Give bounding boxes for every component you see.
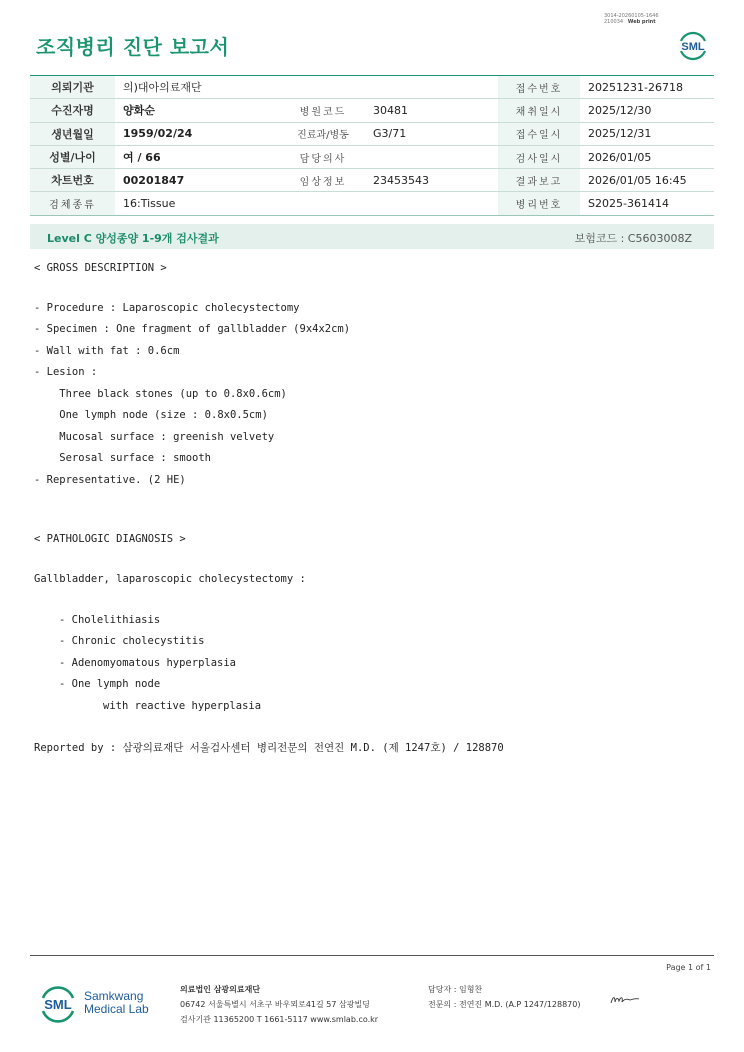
gross-line: Serosal surface : smooth <box>34 452 212 464</box>
diagnosis-subitem: with reactive hyperplasia <box>103 700 262 712</box>
cell-label: 수진자명 <box>30 99 115 122</box>
sml-footer-logo-icon <box>37 983 79 1025</box>
staff-line1: 담당자 : 임형찬 <box>428 985 483 994</box>
cell-label: 검체종류 <box>30 192 115 215</box>
gross-line: One lymph node (size : 0.8x0.5cm) <box>34 409 268 421</box>
test-level-bar <box>30 224 714 249</box>
cell-label: 진료과/병동 <box>281 122 365 145</box>
gross-line: Three black stones (up to 0.8x0.6cm) <box>34 388 287 400</box>
cell-value: 2026/01/05 <box>580 145 714 168</box>
diagnosis-item: - Cholelithiasis <box>59 614 161 626</box>
signature-icon <box>609 993 641 1007</box>
staff-line2: 전문의 : 전연진 M.D. (A.P 1247/128870) <box>428 1000 581 1009</box>
print-mode: Web print <box>627 19 656 25</box>
cell-value: 16:Tissue <box>115 192 498 215</box>
insurance-code: 보험코드 : C5603008Z <box>574 232 692 245</box>
cell-value: G3/71 <box>365 122 498 145</box>
cell-value: 20251231-26718 <box>580 76 714 99</box>
diagnosis-heading: < PATHOLOGIC DIAGNOSIS > <box>34 533 186 545</box>
footer-brand <box>84 990 149 1016</box>
cell-label: 병리번호 <box>498 192 580 215</box>
table-row <box>30 192 714 215</box>
cell-label: 차트번호 <box>30 169 115 192</box>
cell-value: 00201847 <box>115 169 281 192</box>
gross-line: - Specimen : One fragment of gallbladder (9x4x2cm) <box>34 323 351 335</box>
table-row <box>30 122 714 145</box>
gross-line: - Wall with fat : 0.6cm <box>34 345 180 357</box>
print-code <box>604 13 659 25</box>
cell-label: 결과보고 <box>498 169 580 192</box>
cell-label: 의뢰기관 <box>30 76 115 99</box>
cell-label: 담당의사 <box>281 145 365 168</box>
gross-line: - Lesion : <box>34 366 98 378</box>
table-row <box>30 169 714 192</box>
print-code-line2: 210034 <box>604 19 624 25</box>
cell-value: S2025-361414 <box>580 192 714 215</box>
footer-divider <box>30 955 714 956</box>
test-level-title: Level C 양성종양 1-9개 검사결과 <box>47 232 219 245</box>
org-name: 의료법인 삼광의료재단 <box>180 985 261 994</box>
cell-label: 임상정보 <box>281 169 365 192</box>
cell-value: 30481 <box>365 99 498 122</box>
print-code-line1: 3014-20260105-1646 <box>604 13 659 19</box>
reported-by: Reported by : 삼광의료재단 서울검사센터 병리전문의 전연진 M.D. (제 1247호) / 128870 <box>34 742 504 754</box>
brand-line2: Medical Lab <box>84 1002 149 1016</box>
cell-value: 의)대아의료재단 <box>115 76 498 99</box>
gross-line: - Representative. (2 HE) <box>34 474 186 486</box>
cell-value: 23453543 <box>365 169 498 192</box>
footer-staff-info <box>428 982 580 1012</box>
diagnosis-item: - Chronic cholecystitis <box>59 635 205 647</box>
gross-line: - Procedure : Laparoscopic cholecystectomy <box>34 302 300 314</box>
cell-label: 검사일시 <box>498 145 580 168</box>
cell-value: 여 / 66 <box>115 145 281 168</box>
table-row <box>30 76 714 99</box>
table-row <box>30 99 714 122</box>
patient-info-table <box>30 75 714 216</box>
cell-value: 2026/01/05 16:45 <box>580 169 714 192</box>
cell-label: 접수일시 <box>498 122 580 145</box>
diagnosis-item: - Adenomyomatous hyperplasia <box>59 657 237 669</box>
diagnosis-intro: Gallbladder, laparoscopic cholecystectomy : <box>34 573 306 585</box>
cell-label: 접수번호 <box>498 76 580 99</box>
cell-label: 생년월일 <box>30 122 115 145</box>
cell-value: 1959/02/24 <box>115 122 281 145</box>
diagnosis-item: - One lymph node <box>59 678 161 690</box>
svg-text:SML: SML <box>44 997 72 1012</box>
cell-label: 채취일시 <box>498 99 580 122</box>
report-title: 조직병리 진단 보고서 <box>36 35 230 59</box>
footer-org-info <box>180 982 378 1027</box>
gross-heading: < GROSS DESCRIPTION > <box>34 262 167 274</box>
gross-line: Mucosal surface : greenish velvety <box>34 431 275 443</box>
table-row <box>30 145 714 168</box>
cell-value: 2025/12/30 <box>580 99 714 122</box>
org-address: 06742 서울특별시 서초구 바우뫼로41길 57 삼광빌딩 <box>180 1000 370 1009</box>
sml-logo-icon <box>675 27 711 63</box>
cell-label: 병원코드 <box>281 99 365 122</box>
brand-line1: Samkwang <box>84 989 144 1003</box>
cell-label: 성별/나이 <box>30 145 115 168</box>
org-contact: 검사기관 11365200 T 1661-5117 www.smlab.co.kr <box>180 1015 379 1024</box>
cell-value <box>365 145 498 168</box>
cell-value: 양화순 <box>115 99 281 122</box>
svg-text:SML: SML <box>681 41 705 53</box>
cell-value: 2025/12/31 <box>580 122 714 145</box>
page-number: Page 1 of 1 <box>666 963 711 972</box>
